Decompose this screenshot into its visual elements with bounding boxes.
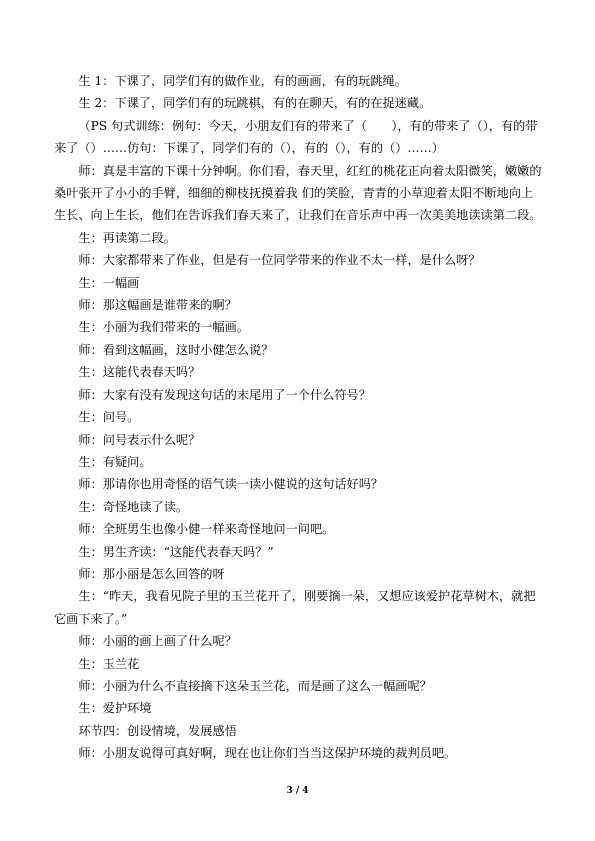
paragraph: 生：小丽为我们带来的一幅画。 [78, 320, 250, 335]
paragraph: 生：男生齐读：“这能代表春天吗？” [78, 544, 274, 559]
paragraph: 生 2：下课了，同学们有的玩跳棋，有的在聊天，有的在捉迷藏。 [78, 96, 432, 111]
paragraph: 生：问号。 [78, 410, 140, 425]
page-number: 3 / 4 [286, 786, 309, 796]
paragraph: 生：有疑问。 [78, 454, 152, 469]
paragraph: 师：那这幅画是谁带来的啊？ [78, 298, 237, 313]
paragraph: 生：一幅画 [78, 275, 140, 290]
paragraph: 师：真是丰富的下课十分钟啊。你们看，春天里，红红的桃花正向着太阳微笑，嫩嫩的桑叶张开了小小的手臂，细细的柳枝抚摸着我 们的笑脸，青青的小草迎着太阳不断地向上生长、向上生长，他们在告诉我们春天来了，让我们在音乐声中再一次美美地读读第二段。 [54, 163, 542, 223]
paragraph: 师：小丽的画上画了什么呢？ [78, 634, 237, 649]
paragraph: 师：大家有没有发现这句话的末尾用了一个什么符号？ [78, 387, 371, 402]
paragraph: 生：奇怪地读了读。 [78, 499, 189, 514]
paragraph: 生：再读第二段。 [78, 230, 176, 245]
paragraph: 生：爱护环境 [78, 701, 152, 716]
paragraph: （PS 句式训练：例句：今天，小朋友们有的带来了（ ），有的带来了（），有的带来了（）……仿句：下课了，同学们有的（），有的（），有的（）……） [54, 118, 538, 156]
paragraph: 生 1：下课了，同学们有的做作业，有的画画，有的玩跳绳。 [78, 74, 407, 88]
paragraph: 师：小朋友说得可真好啊，现在也让你们当当这保护环境的裁判员吧。 [78, 746, 457, 761]
paragraph: 师：那请你也用奇怪的语气读一读小健说的这句话好吗？ [78, 477, 384, 492]
section-heading: 环节四：创设情境，发展感悟 [78, 723, 237, 738]
paragraph: 师：问号表示什么呢？ [78, 432, 201, 447]
paragraph: 师：那小丽是怎么回答的呀 [78, 566, 225, 581]
paragraph: 师：大家都带来了作业，但是有一位同学带来的作业不太一样，是什么呀？ [78, 253, 481, 268]
paragraph: 生：玉兰花 [78, 656, 140, 671]
paragraph: 生：“昨天，我看见院子里的玉兰花开了，刚要摘一朵，又想应该爱护花草树木，就把它画下来了。” [54, 589, 536, 626]
paragraph: 师：全班男生也像小健一样来奇怪地问一问吧。 [78, 522, 335, 537]
paragraph: 师：看到这幅画，这时小健怎么说？ [78, 342, 274, 357]
paragraph: 师：小丽为什么不直接摘下这朵玉兰花，而是画了这么一幅画呢？ [78, 678, 432, 693]
document-body [54, 70, 544, 765]
paragraph: 生：这能代表春天吗？ [78, 365, 201, 380]
